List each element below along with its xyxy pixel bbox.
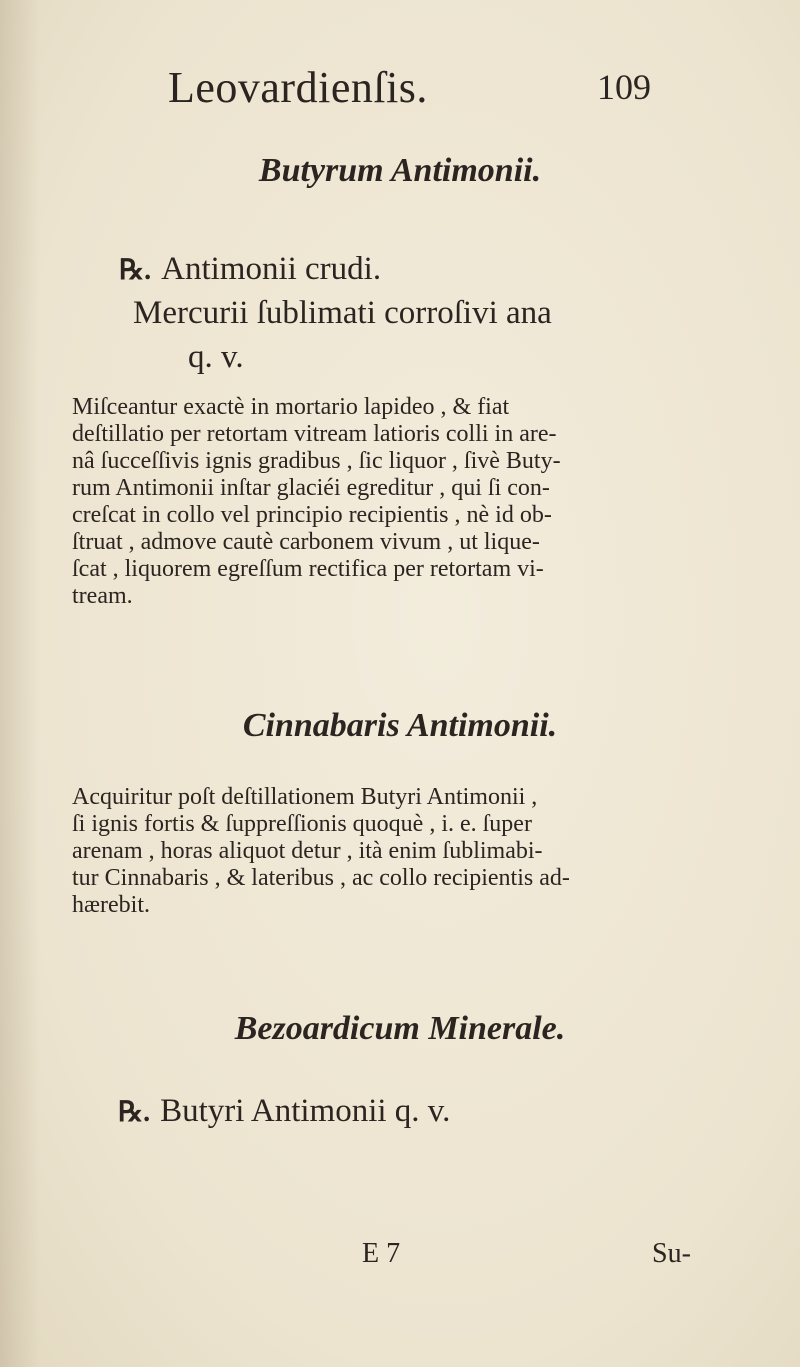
text-line: ſcat , liquorem egreſſum rectifica per retortam vi- [72,556,544,582]
page-header [0,62,800,122]
text-line: tur Cinnabaris , & lateribus , ac collo recipientis ad- [72,865,570,891]
recipe-symbol: ℞. [118,1097,151,1128]
text-line: rum Antimonii inſtar glaciéi egreditur , qui ſi con- [72,475,550,501]
text-line: Acquiritur poſt deſtillationem Butyri Antimonii , [72,784,538,810]
paragraph-cinnabaris [72,784,712,919]
text-line: nâ ſucceſſivis ignis gradibus , ſic liquor , ſivè Buty- [72,448,561,474]
section-title-cinnabaris: Cinnabaris Antimonii. [242,707,558,744]
page-fold-shadow [0,0,40,1367]
running-head: Leovardienſis. [168,63,428,112]
signature-mark: E 7 [362,1238,401,1269]
recipe-line [119,248,381,292]
recipe-symbol: ℞. [119,255,152,286]
text-line: ſtruat , admove cautè carbonem vivum , ut lique- [72,529,540,555]
text-line: hærebit. [72,892,150,918]
recipe-line [118,1090,450,1134]
section-title-bezoardicum: Bezoardicum Minerale. [234,1010,566,1047]
catchword: Su- [652,1238,691,1269]
text-line: ſi ignis fortis & ſuppreſſionis quoquè , i. e. ſuper [72,811,532,837]
paragraph-butyrum [72,394,712,610]
recipe-line: q. v. [188,339,244,375]
recipe-ingredient: Butyri Antimonii q. v. [160,1093,451,1129]
text-line: Miſceantur exactè in mortario lapideo , & fiat [72,394,510,420]
text-line: arenam , horas aliquot detur , ità enim ſublimabi- [72,838,543,864]
recipe-line: Mercurii ſublimati corroſivi ana [133,295,552,331]
recipe-ingredient: Antimonii crudi. [161,251,382,287]
text-line: tream. [72,583,133,609]
text-line: deſtillatio per retortam vitream latioris colli in are- [72,421,557,447]
text-line: creſcat in collo vel principio recipientis , nè id ob- [72,502,552,528]
page-number: 109 [597,67,651,107]
section-title-butyrum: Butyrum Antimonii. [258,152,542,189]
